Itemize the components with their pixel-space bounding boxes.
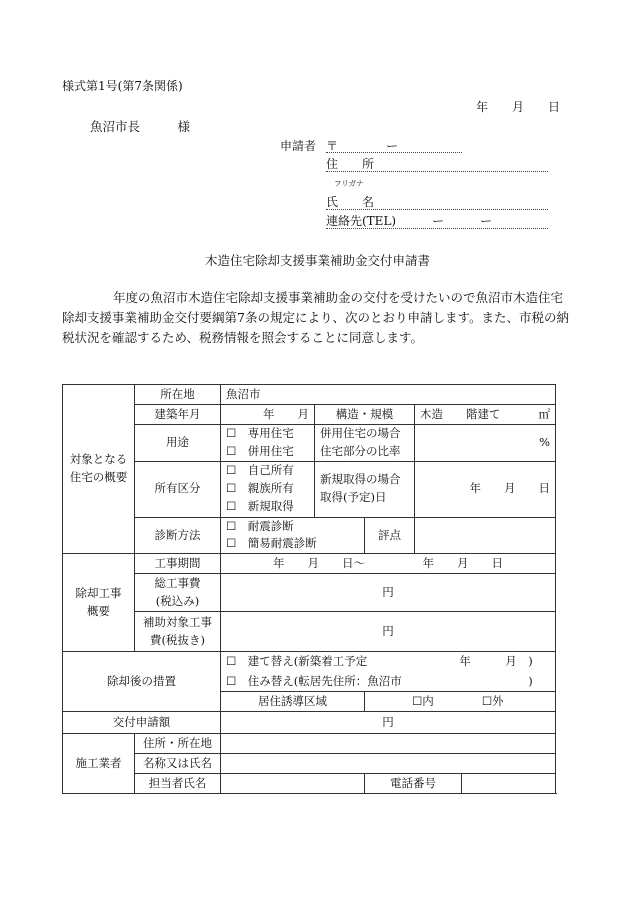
diagnosis-options[interactable] <box>221 517 365 554</box>
ownership-option-new[interactable]: ☐ 新規取得 <box>226 499 294 514</box>
location-value[interactable]: 魚沼市 <box>221 385 556 405</box>
contractor-name-label: 名称又は氏名 <box>135 754 221 774</box>
body-line-2: 除却支援事業補助金交付要綱第7条の規定により、次のとおり申請します。また、市税の納 <box>62 310 569 325</box>
contact-underline[interactable] <box>326 228 548 229</box>
addressee: 魚沼市長 様 <box>90 119 191 134</box>
period-label: 工事期間 <box>135 554 221 574</box>
diagnosis-label: 診断方法 <box>135 517 221 554</box>
contact-label: 連絡先(TEL) ー ー <box>326 214 493 228</box>
zone-out-option[interactable]: ☐外 <box>481 693 504 708</box>
location-label: 所在地 <box>135 385 221 405</box>
ownership-options[interactable] <box>221 461 315 517</box>
use-options[interactable] <box>221 425 315 462</box>
after-measure-label: 除却後の措置 <box>63 652 221 712</box>
contractor-address-label: 住所・所在地 <box>135 734 221 754</box>
after-option-rebuild[interactable]: ☐ 建て替え(新築着工予定 年 月 ) <box>221 652 556 672</box>
built-label: 建築年月 <box>135 405 221 425</box>
name-label: 氏 名 <box>326 195 375 209</box>
contractor-address-value[interactable] <box>221 734 556 754</box>
use-label: 用途 <box>135 425 221 462</box>
diagnosis-option-simple[interactable]: ☐ 簡易耐震診断 <box>226 536 317 551</box>
address-label: 住 所 <box>326 157 375 171</box>
document-title: 木造住宅除却支援事業補助金交付申請書 <box>205 253 431 268</box>
use-option-shared[interactable]: ☐ 併用住宅 <box>226 443 294 458</box>
target-house-header: 対象となる 住宅の概要 <box>63 385 135 554</box>
structure-value[interactable]: 木造 階建て ㎡ <box>415 405 556 425</box>
total-cost-label: 総工事費 (税込み) <box>135 574 221 612</box>
total-cost-value[interactable]: 円 <box>221 574 556 612</box>
score-label: 評点 <box>365 517 415 554</box>
area-unit: ㎡ <box>538 406 551 421</box>
residence-zone-options[interactable] <box>365 692 556 712</box>
ownership-label: 所有区分 <box>135 461 221 517</box>
postal-code-field[interactable]: 〒 ー <box>326 139 399 153</box>
contact-person-value[interactable] <box>221 774 365 794</box>
demolition-header: 除却工事 概要 <box>63 554 135 652</box>
grant-amount-label: 交付申請額 <box>63 712 221 734</box>
address-underline[interactable] <box>326 171 548 172</box>
name-underline[interactable] <box>326 209 548 210</box>
contact-person-label: 担当者氏名 <box>135 774 221 794</box>
zone-in-option[interactable]: ☐内 <box>412 693 434 708</box>
contractor-header: 施工業者 <box>63 734 135 794</box>
diagnosis-option-seismic[interactable]: ☐ 耐震診断 <box>226 518 294 533</box>
structure-label: 構造・規模 <box>315 405 415 425</box>
application-table <box>62 384 556 794</box>
period-value[interactable]: 年 月 日～ 年 月 日 <box>221 554 556 574</box>
grant-amount-value[interactable]: 円 <box>221 712 556 734</box>
postal-underline <box>326 152 462 153</box>
subsidy-cost-label: 補助対象工事 費(税抜き) <box>135 612 221 652</box>
shared-ratio-label: 併用住宅の場合 住宅部分の比率 <box>315 425 415 462</box>
new-acquire-label: 新規取得の場合 取得(予定)日 <box>315 461 415 517</box>
built-value[interactable]: 年 月 <box>221 405 315 425</box>
body-line-3: 税状況を確認するため、税務情報を照会することに同意します。 <box>62 330 424 345</box>
residence-zone-label: 居住誘導区域 <box>221 692 365 712</box>
applicant-label: 申請者 <box>280 139 317 153</box>
furigana-label: フリガナ <box>334 179 364 188</box>
date-line: 年 月 日 <box>476 100 561 114</box>
form-number: 様式第1号(第7条関係) <box>62 79 183 93</box>
phone-label: 電話番号 <box>365 774 462 794</box>
ownership-option-relative[interactable]: ☐ 親族所有 <box>226 481 294 496</box>
ownership-option-self[interactable]: ☐ 自己所有 <box>226 463 294 478</box>
score-value[interactable] <box>415 517 556 554</box>
contractor-name-value[interactable] <box>221 754 556 774</box>
new-acquire-date[interactable]: 年 月 日 <box>415 461 556 517</box>
body-line-1: 年度の魚沼市木造住宅除却支援事業補助金の交付を受けたいので魚沼市木造住宅 <box>88 290 564 305</box>
use-option-dedicated[interactable]: ☐ 専用住宅 <box>226 426 294 440</box>
shared-ratio-value[interactable]: % <box>415 425 556 462</box>
phone-value[interactable] <box>462 774 556 794</box>
after-option-relocate[interactable]: ☐ 住み替え(転居先住所：魚沼市 ) <box>221 672 556 692</box>
subsidy-cost-value[interactable]: 円 <box>221 612 556 652</box>
